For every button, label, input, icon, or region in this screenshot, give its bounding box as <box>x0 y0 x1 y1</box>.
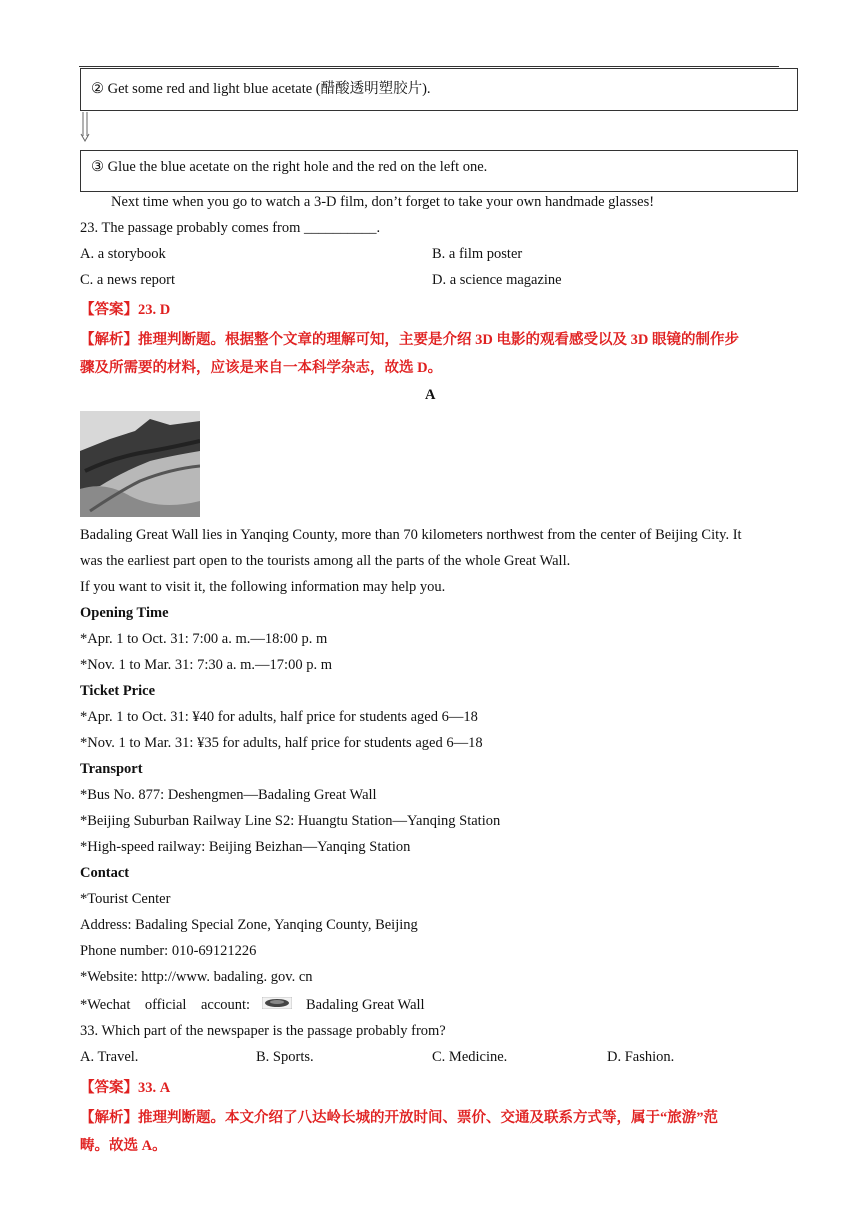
q33-answer: 【答案】33. A <box>80 1080 171 1096</box>
q33-option-a: A. Travel. <box>80 1049 139 1065</box>
step-3-box <box>80 150 798 192</box>
question-23: 23. The passage probably comes from __________. <box>80 220 381 236</box>
wechat-account-name: Badaling Great Wall <box>306 997 425 1013</box>
closing-line: Next time when you go to watch a 3-D film, don’t forget to take your own handmade glasses! <box>111 194 655 210</box>
ticket-line-2: *Nov. 1 to Mar. 31: ¥35 for adults, half price for students aged 6—18 <box>80 735 483 751</box>
section-letter: A <box>425 387 436 403</box>
top-rule <box>79 66 779 67</box>
contact-website: *Website: http://www. badaling. gov. cn <box>80 969 313 985</box>
wechat-label: *Wechat official account: <box>80 997 251 1013</box>
transport-line-2: *Beijing Suburban Railway Line S2: Huangtu Station—Yanqing Station <box>80 813 501 829</box>
q23-option-b: B. a film poster <box>432 246 523 262</box>
q33-option-d: D. Fashion. <box>607 1049 675 1065</box>
ticket-heading: Ticket Price <box>80 683 156 699</box>
contact-phone: Phone number: 010-69121226 <box>80 943 257 959</box>
intro-line-1: Badaling Great Wall lies in Yanqing County, more than 70 kilometers northwest from the center of Beijing City. It <box>80 527 742 543</box>
q33-analysis-line-1: 【解析】推理判断题。本文介绍了八达岭长城的开放时间、票价、交通及联系方式等，属于“旅游”范 <box>80 1110 718 1126</box>
step-2-box <box>80 68 798 111</box>
opening-line-1: *Apr. 1 to Oct. 31: 7:00 a. m.—18:00 p. m <box>80 631 328 647</box>
opening-line-2: *Nov. 1 to Mar. 31: 7:30 a. m.—17:00 p. m <box>80 657 332 673</box>
transport-line-1: *Bus No. 877: Deshengmen—Badaling Great Wall <box>80 787 377 803</box>
step-3-text: ③ Glue the blue acetate on the right hole and the red on the left one. <box>91 159 488 175</box>
contact-heading: Contact <box>80 865 130 881</box>
q23-answer: 【答案】23. D <box>80 302 171 318</box>
transport-line-3: *High-speed railway: Beijing Beizhan—Yanqing Station <box>80 839 411 855</box>
great-wall-photo <box>80 411 200 517</box>
question-33: 33. Which part of the newspaper is the passage probably from? <box>80 1023 446 1039</box>
q23-option-a: A. a storybook <box>80 246 166 262</box>
opening-heading: Opening Time <box>80 605 169 621</box>
q23-analysis-line-2: 骤及所需要的材料，应该是来自一本科学杂志，故选 D。 <box>80 360 443 376</box>
q33-option-b: B. Sports. <box>256 1049 314 1065</box>
transport-heading: Transport <box>80 761 143 777</box>
q23-option-d: D. a science magazine <box>432 272 562 288</box>
q23-option-c: C. a news report <box>80 272 176 288</box>
ticket-line-1: *Apr. 1 to Oct. 31: ¥40 for adults, half price for students aged 6—18 <box>80 709 478 725</box>
intro-line-3: If you want to visit it, the following information may help you. <box>80 579 446 595</box>
double-down-arrow-icon <box>80 112 90 142</box>
q33-analysis-line-2: 畴。故选 A。 <box>80 1138 167 1154</box>
contact-address: Address: Badaling Special Zone, Yanqing County, Beijing <box>80 917 418 933</box>
step-2-text: ② Get some red and light blue acetate (醋酸透明塑胶片). <box>91 81 431 97</box>
wechat-qr-icon <box>262 997 292 1009</box>
q33-option-c: C. Medicine. <box>432 1049 508 1065</box>
q23-analysis-line-1: 【解析】推理判断题。根据整个文章的理解可知，主要是介绍 3D 电影的观看感受以及 3D 眼镜的制作步 <box>80 332 739 348</box>
contact-line-1: *Tourist Center <box>80 891 171 907</box>
intro-line-2: was the earliest part open to the tourists among all the parts of the whole Great Wall. <box>80 553 571 569</box>
